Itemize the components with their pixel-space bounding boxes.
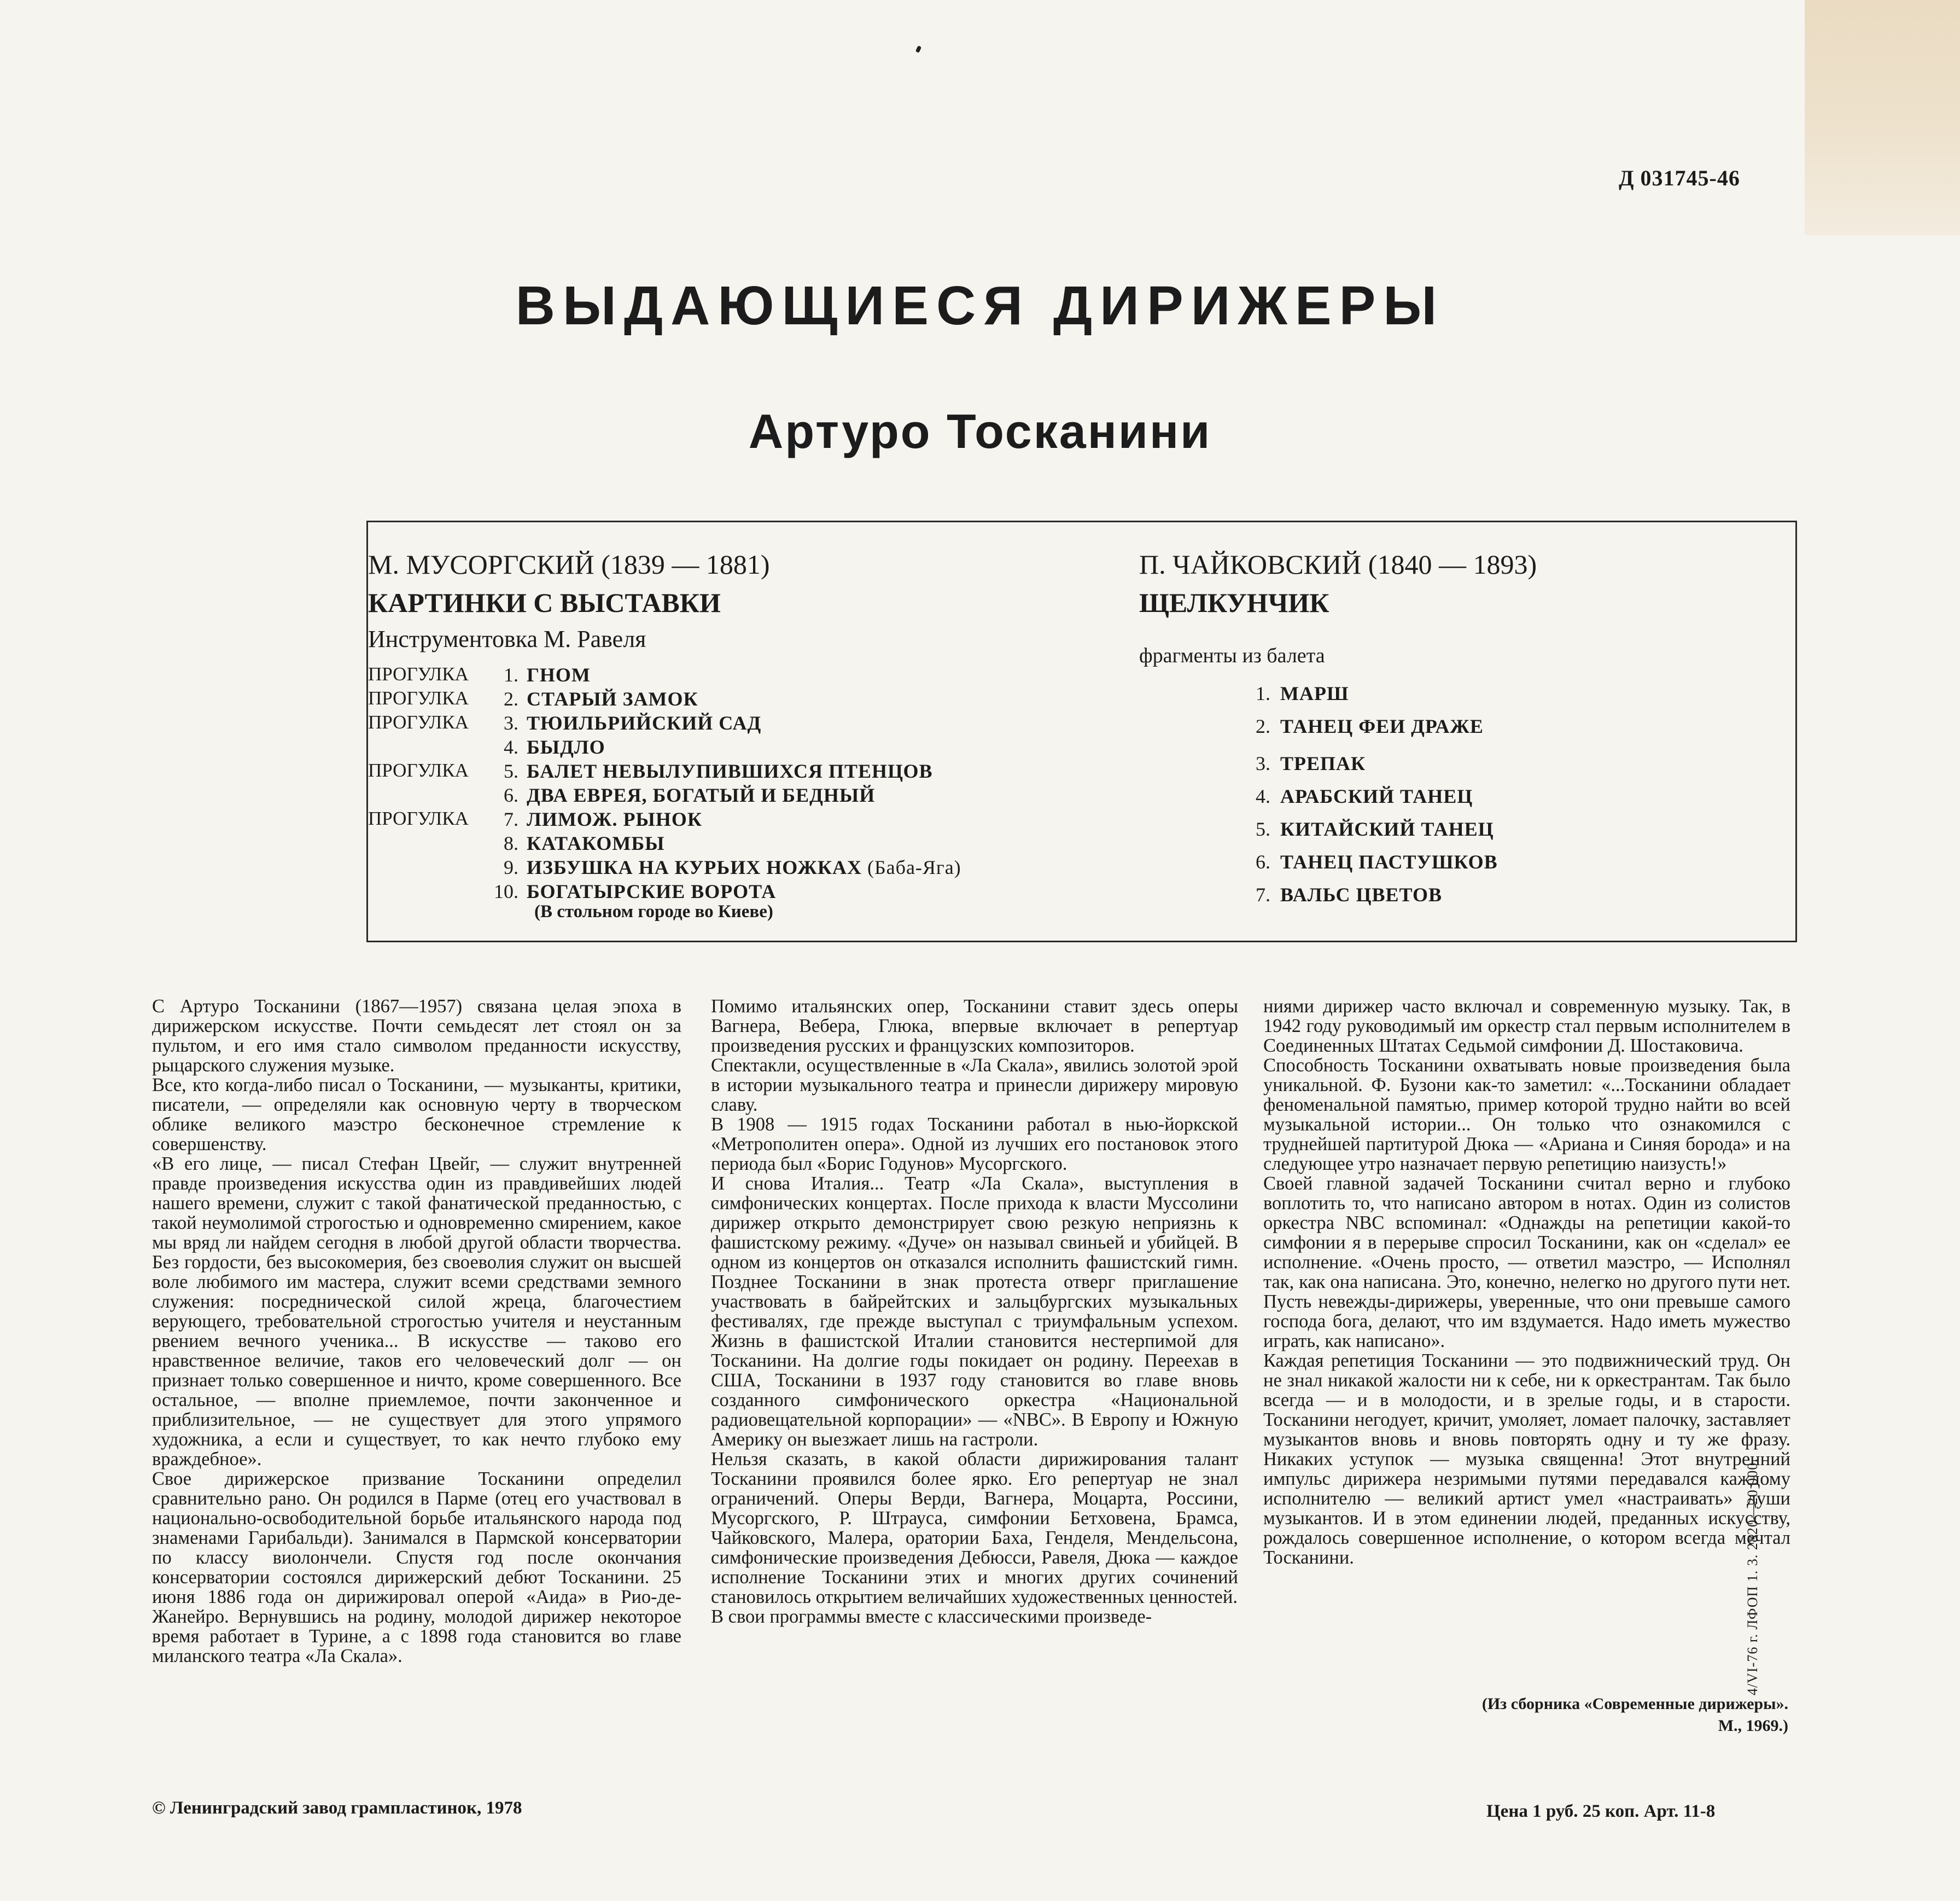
composer-tchaikovsky: П. ЧАЙКОВСКИЙ (1840 — 1893) [1139, 549, 1537, 580]
program-box [366, 521, 1797, 942]
essay-paragraph: Спектакли, осуществленные в «Ла Скала», явились золотой эрой в истории музыкального театра и принесли дирижеру мировую славу. [711, 1055, 1238, 1115]
track-row [368, 712, 1024, 736]
track-row [368, 808, 1024, 832]
yellowed-tape-stain [1805, 0, 1960, 235]
track-title: ТРЕПАК [1280, 753, 1366, 774]
track-title [527, 712, 761, 734]
track-row [368, 856, 1024, 880]
essay-paragraph: Свое дирижерское призвание Тосканини определил сравнительно рано. Он родился в Парме (отец его участвовал в национально-освободительной борьбе итальянского народа под знаменами Гарибальди). Занимался в Пармской консерватории по классу виолончели. Спустя год после окончания консерватории состоялся дирижерский дебют Тосканини. 25 июня 1886 года он дирижировал оперой «Аида» в Рио-де-Жанейро. Вернувшись на родину, молодой дирижер некоторое время работает в Турине, а с 1898 года становится во главе миланского театра «Ла Скала». [152, 1468, 681, 1666]
series-title: ВЫДАЮЩИЕСЯ ДИРИЖЕРЫ [515, 275, 1445, 336]
track-title [527, 687, 698, 710]
track-title [527, 856, 961, 879]
catalog-number: Д 031745-46 [1619, 166, 1740, 190]
track-row [1139, 715, 1768, 739]
track-prelude-label: ПРОГУЛКА [368, 808, 469, 829]
track-number: 5. [504, 760, 518, 782]
essay-paragraph: В свои программы вместе с классическими произведе- [711, 1606, 1152, 1627]
track-title [527, 784, 875, 807]
track-prelude-label: ПРОГУЛКА [368, 687, 469, 709]
essay-paragraph: Нельзя сказать, в какой области дирижирования талант Тосканини проявился более ярко. Его репертуар не знал ограничений. Оперы Верди, Вагнера, Моцарта, Россини, Мусоргского, Р. Штрауса, симфонии Бетховена, Брамса, Чайковского, Малера, оратории Баха, Генделя, Мендельсона, симфонические произведения Дебюсси, Равеля, Дюка — каждое исполнение Тосканини этих и многих других сочинений становилось открытием величайших художественных ценностей. [711, 1449, 1238, 1607]
essay-paragraph: Все, кто когда-либо писал о Тосканини, — музыканты, критики, писатели, — определяли как основную черту в творческом облике великого маэстро бесконечное стремление к совершенству. [152, 1075, 681, 1154]
track-title: МАРШ [1280, 683, 1349, 704]
track-number: 2. [1256, 715, 1270, 737]
track-row [368, 663, 1024, 687]
track-prelude-label: ПРОГУЛКА [368, 760, 469, 781]
track-row [368, 687, 1024, 712]
essay-paragraph: И снова Италия... Театр «Ла Скала», выступления в симфонических концертах. После прихода к власти Муссолини дирижер открыто демонстрирует свою резкую неприязнь к фашистскому режиму. «Дуче» он называл свиньей и убийцей. В одном из концертов он отказался исполнить фашистский гимн. Позднее Тосканини в знак протеста отверг приглашение участвовать в байрейтских и зальцбургских музыкальных фестивалях, где прежде выступал с триумфальным успехом. Жизнь в фашистской Италии становится нестерпимой для Тосканини. На долгие годы покидает он родину. Переехав в США, Тосканини в 1937 году становится во главе вновь созданного симфонического оркестра «Национальной радиовещательной корпорации» — «NBC». В Европу и Южную Америку он выезжает лишь на гастроли. [711, 1173, 1238, 1450]
print-code: 4/VI-76 г. ЛФОП 1. 3. 2820—20 000. [1745, 1458, 1760, 1695]
track-title [527, 760, 933, 783]
work-title-pictures: КАРТИНКИ С ВЫСТАВКИ [368, 587, 721, 618]
track-title-text: КАТАКОМБЫ [527, 832, 665, 854]
conductor-name: Артуро Тосканини [748, 404, 1212, 458]
print-speck [915, 45, 921, 53]
essay-paragraph: В 1908 — 1915 годах Тосканини работал в нью-йоркской «Метрополитен опера». Одной из лучших его постановок этого периода был «Борис Годунов» Мусоргского. [711, 1114, 1238, 1174]
copyright-line: © Ленинградский завод грампластинок, 1978 [152, 1798, 522, 1818]
track-title [527, 808, 702, 831]
track-row [368, 760, 1024, 784]
track-row [368, 784, 1024, 808]
track-title-text: ИЗБУШКА НА КУРЬИХ НОЖКАХ [527, 856, 862, 878]
track-title: АРАБСКИЙ ТАНЕЦ [1280, 785, 1473, 807]
track-title-text: БЫДЛО [527, 736, 605, 758]
track-number: 1. [504, 664, 518, 686]
track-row [1139, 785, 1768, 809]
essay-paragraph: «В его лице, — писал Стефан Цвейг, — служит внутренней правде произведения искусства один из правдивейших людей нашего времени, служит с такой фанатической преданностью, с такой неумолимой строгостью и одновременно смирением, какое мы вряд ли найдем сегодня в любой другой области творчества. Без гордости, без высокомерия, без своеволия служит он высшей воле любимого им мастера, служит всеми средствами земного служения: посреднической силой жреца, благочестием верующего, требовательной строгостью учителя и неустанным рвением вечного ученика... В искусстве — таково его нравственное величие, таков его человеческий долг — он признает только совершенное и ничто, кроме совершенного. Все остальное, — вполне приемлемое, почти законченное и приблизительное, — не существует для этого упрямого художника, а если и существует, то как нечто глубоко ему враждебное». [152, 1153, 681, 1470]
track-number: 7. [504, 808, 518, 830]
essay-paragraph: Каждая репетиция Тосканини — это подвижнический труд. Он не знал никакой жалости ни к себе, ни к оркестрантам. Так было всегда — и в молодости, и в зрелые годы, и в старости. Тосканини негодует, кричит, умоляет, ломает палочку, заставляет музыкантов вновь и вновь повторять одну и ту же фразу. Никаких уступок — музыка священна! Этот внутренний импульс дирижера незримыми путями передавался каждому исполнителю — великий артист умел «настраивать» души музыкантов. И в этом единении людей, преданных искусству, рождалось совершенное исполнение, о котором всегда мечтал Тосканини. [1263, 1350, 1790, 1568]
track-title [527, 880, 776, 903]
track-title [527, 663, 591, 686]
track-title: ВАЛЬС ЦВЕТОВ [1280, 884, 1443, 906]
track-title-text: ГНОМ [527, 664, 591, 686]
track-row [368, 832, 1024, 856]
essay-column-3 [1263, 996, 1790, 1567]
track-row [1139, 883, 1768, 907]
track-row [1139, 850, 1768, 874]
essay-column-1 [152, 996, 681, 1666]
track-title [527, 736, 605, 759]
track-note: (В стольном городе во Киеве) [534, 902, 773, 922]
track-number: 1. [1256, 683, 1270, 704]
track-title [527, 832, 665, 855]
track-prelude-label: ПРОГУЛКА [368, 712, 469, 733]
track-title-text: ЛИМОЖ. РЫНОК [527, 808, 702, 830]
source-line-2: М., 1969.) [1718, 1717, 1788, 1735]
track-number: 9. [504, 856, 518, 878]
work-title-nutcracker: ЩЕЛКУНЧИК [1139, 587, 1329, 618]
track-number: 4. [1256, 785, 1270, 807]
essay-paragraph: С Артуро Тосканини (1867—1957) связана целая эпоха в дирижерском искусстве. Почти семьдесят лет стоял он за пультом, и его имя стало символом преданности искусству, рыцарского служения музыке. [152, 996, 681, 1076]
track-number: 6. [504, 784, 518, 806]
track-number: 3. [1256, 753, 1270, 774]
track-number: 3. [504, 712, 518, 734]
track-title-text: БАЛЕТ НЕВЫЛУПИВШИХСЯ ПТЕНЦОВ [527, 760, 933, 782]
track-title-text: СТАРЫЙ ЗАМОК [527, 688, 698, 710]
work-subtitle-orchestration: Инструментовка М. Равеля [368, 626, 646, 652]
track-row [1139, 818, 1768, 842]
track-number: 2. [504, 688, 518, 710]
track-title-text: БОГАТЫРСКИЕ ВОРОТА [527, 880, 777, 902]
track-row [1139, 682, 1768, 706]
track-title: ТАНЕЦ ФЕИ ДРАЖЕ [1280, 715, 1484, 737]
track-row [1139, 752, 1768, 776]
track-number: 4. [504, 736, 518, 758]
composer-mussorgsky: М. МУСОРГСКИЙ (1839 — 1881) [368, 549, 770, 580]
track-number: 5. [1256, 818, 1270, 840]
track-number: 6. [1256, 851, 1270, 873]
essay-paragraph: Своей главной задачей Тосканини считал верно и глубоко воплотить то, что написано автором в нотах. Один из солистов оркестра NBC вспоминал: «Однажды на репетиции какой-то симфонии я в перерыве спросил Тосканини, как он «сделал» ее исполнение. «Очень просто, — ответил маэстро, — Исполнял так, как она написана. Это, конечно, нелегко но другого пути нет. Пусть невежды-дирижеры, уверенные, что они превыше самого господа бога, делают, что им вздумается. Надо иметь мужество играть, как написано». [1263, 1173, 1790, 1351]
track-title: КИТАЙСКИЙ ТАНЕЦ [1280, 818, 1494, 840]
track-prelude-label: ПРОГУЛКА [368, 663, 469, 685]
essay-column-2 [711, 996, 1238, 1626]
track-title: ТАНЕЦ ПАСТУШКОВ [1280, 851, 1498, 873]
essay-paragraph: Помимо итальянских опер, Тосканини ставит здесь оперы Вагнера, Вебера, Глюка, впервые включает в репертуар произведения русских и французских композиторов. [711, 996, 1238, 1056]
track-title-text: ТЮИЛЬРИЙСКИЙ САД [527, 712, 762, 734]
track-title-aside: (Баба-Яга) [867, 856, 961, 878]
track-row [368, 880, 1024, 922]
source-line-1: (Из сборника «Современные дирижеры». [1481, 1695, 1788, 1713]
essay-paragraph: Способность Тосканини охватывать новые произведения была уникальной. Ф. Бузони как-то заметил: «...Тосканини обладает феноменальной памятью, пример которой трудно найти во всей музыкальной истории... Он только что ознакомился с труднейшей партитурой Дюка — «Ариана и Синяя борода» и на следующее утро назначает первую репетицию наизусть!» [1263, 1055, 1790, 1174]
track-number: 7. [1256, 884, 1270, 906]
track-row [368, 736, 1024, 760]
source-citation [1345, 1693, 1788, 1737]
track-number: 8. [504, 832, 518, 854]
essay-paragraph: ниями дирижер часто включал и современную музыку. Так, в 1942 году руководимый им оркестр стал первым исполнителем в Соединенных Штатах Седьмой симфонии Д. Шостаковича. [1263, 996, 1790, 1056]
track-number: 10. [494, 880, 518, 902]
track-title-text: ДВА ЕВРЕЯ, БОГАТЫЙ И БЕДНЫЙ [527, 784, 876, 806]
price-line: Цена 1 руб. 25 коп. Арт. 11-8 [1486, 1801, 1716, 1821]
work-subtitle-ballet: фрагменты из балета [1139, 644, 1325, 667]
